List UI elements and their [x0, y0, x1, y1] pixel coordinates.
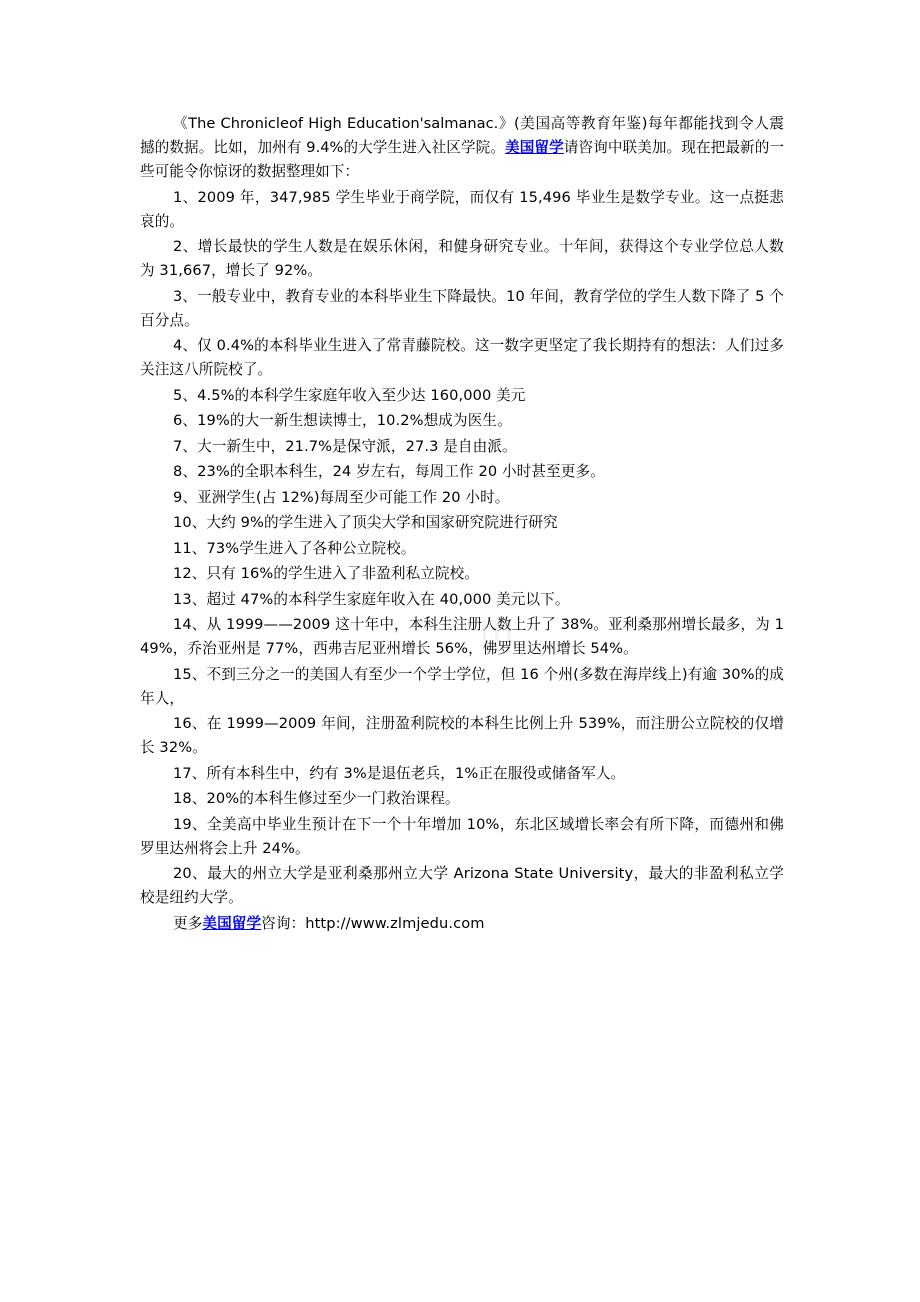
list-item: 5、4.5%的本科学生家庭年收入至少达 160,000 美元 [173, 386, 526, 404]
footer-paragraph [140, 912, 784, 936]
list-item: 20、最大的州立大学是亚利桑那州立大学 Arizona State University，最大的非盈利私立学校是纽约大学。 [140, 865, 784, 906]
footer-text: 更多 [173, 914, 203, 932]
list-item: 12、只有 16%的学生进入了非盈利私立院校。 [173, 565, 480, 582]
intro-text-continued: 请咨询中联美加。现在把最新的一些可能令你惊讶的数据整理如下： [140, 139, 784, 180]
list-item: 8、23%的全职本科生，24 岁左右，每周工作 20 小时甚至更多。 [173, 463, 605, 480]
footer-contact-text: 咨询：http://www.zlmjedu.com [261, 914, 485, 932]
list-item: 6、19%的大一新生想读博士，10.2%想成为医生。 [173, 412, 512, 429]
footer-study-in-usa-link[interactable]: 美国留学 [202, 914, 262, 932]
list-item: 16、在 1999—2009 年间，注册盈利院校的本科生比例上升 539%，而注册公立院校的仅增长 32%。 [140, 715, 784, 756]
document-body [140, 112, 784, 937]
list-item: 11、73%学生进入了各种公立院校。 [173, 539, 416, 557]
list-item: 13、超过 47%的本科学生家庭年收入在 40,000 美元以下。 [173, 590, 570, 608]
list-item: 3、一般专业中，教育专业的本科毕业生下降最快。10 年间，教育学位的学生人数下降了 5 个百分点。 [140, 287, 784, 329]
study-in-usa-link[interactable]: 美国留学 [505, 139, 564, 156]
list-item: 14、从 1999——2009 这十年中，本科生注册人数上升了 38%。亚利桑那州增长最多，为 149%，乔治亚州是 77%，西弗吉尼亚州增长 56%，佛罗里达州增长 54%。 [140, 616, 784, 657]
intro-paragraph [140, 112, 784, 184]
list-item: 19、全美高中毕业生预计在下一个十年增加 10%，东北区域增长率会有所下降，而德州和佛罗里达州将会上升 24%。 [140, 815, 784, 857]
list-item: 17、所有本科生中，约有 3%是退伍老兵，1%正在服役或储备军人。 [173, 764, 626, 782]
intro-text: 《The Chronicleof High Education'salmanac.》(美国高等教育年鉴)每年都能找到令人震撼的数据。比如，加州有 9.4%的大学生进入社区学院。 [140, 115, 784, 156]
list-item: 15、不到三分之一的美国人有至少一个学士学位，但 16 个州(多数在海岸线上)有逾 30%的成年人， [140, 665, 784, 707]
list-item: 7、大一新生中，21.7%是保守派，27.3 是自由派。 [173, 437, 517, 455]
list-item: 18、20%的本科生修过至少一门救治课程。 [173, 790, 460, 807]
list-item: 2、增长最快的学生人数是在娱乐休闲，和健身研究专业。十年间，获得这个专业学位总人数为 31,667，增长了 92%。 [140, 238, 784, 279]
list-item: 1、2009 年，347,985 学生毕业于商学院，而仅有 15,496 毕业生是数学专业。这一点挺悲哀的。 [140, 188, 784, 230]
list-item: 10、大约 9%的学生进入了顶尖大学和国家研究院进行研究 [173, 514, 558, 531]
list-item: 9、亚洲学生(占 12%)每周至少可能工作 20 小时。 [173, 488, 510, 506]
list-item: 4、仅 0.4%的本科毕业生进入了常青藤院校。这一数字更坚定了我长期持有的想法：人们过多关注这八所院校了。 [140, 337, 784, 378]
